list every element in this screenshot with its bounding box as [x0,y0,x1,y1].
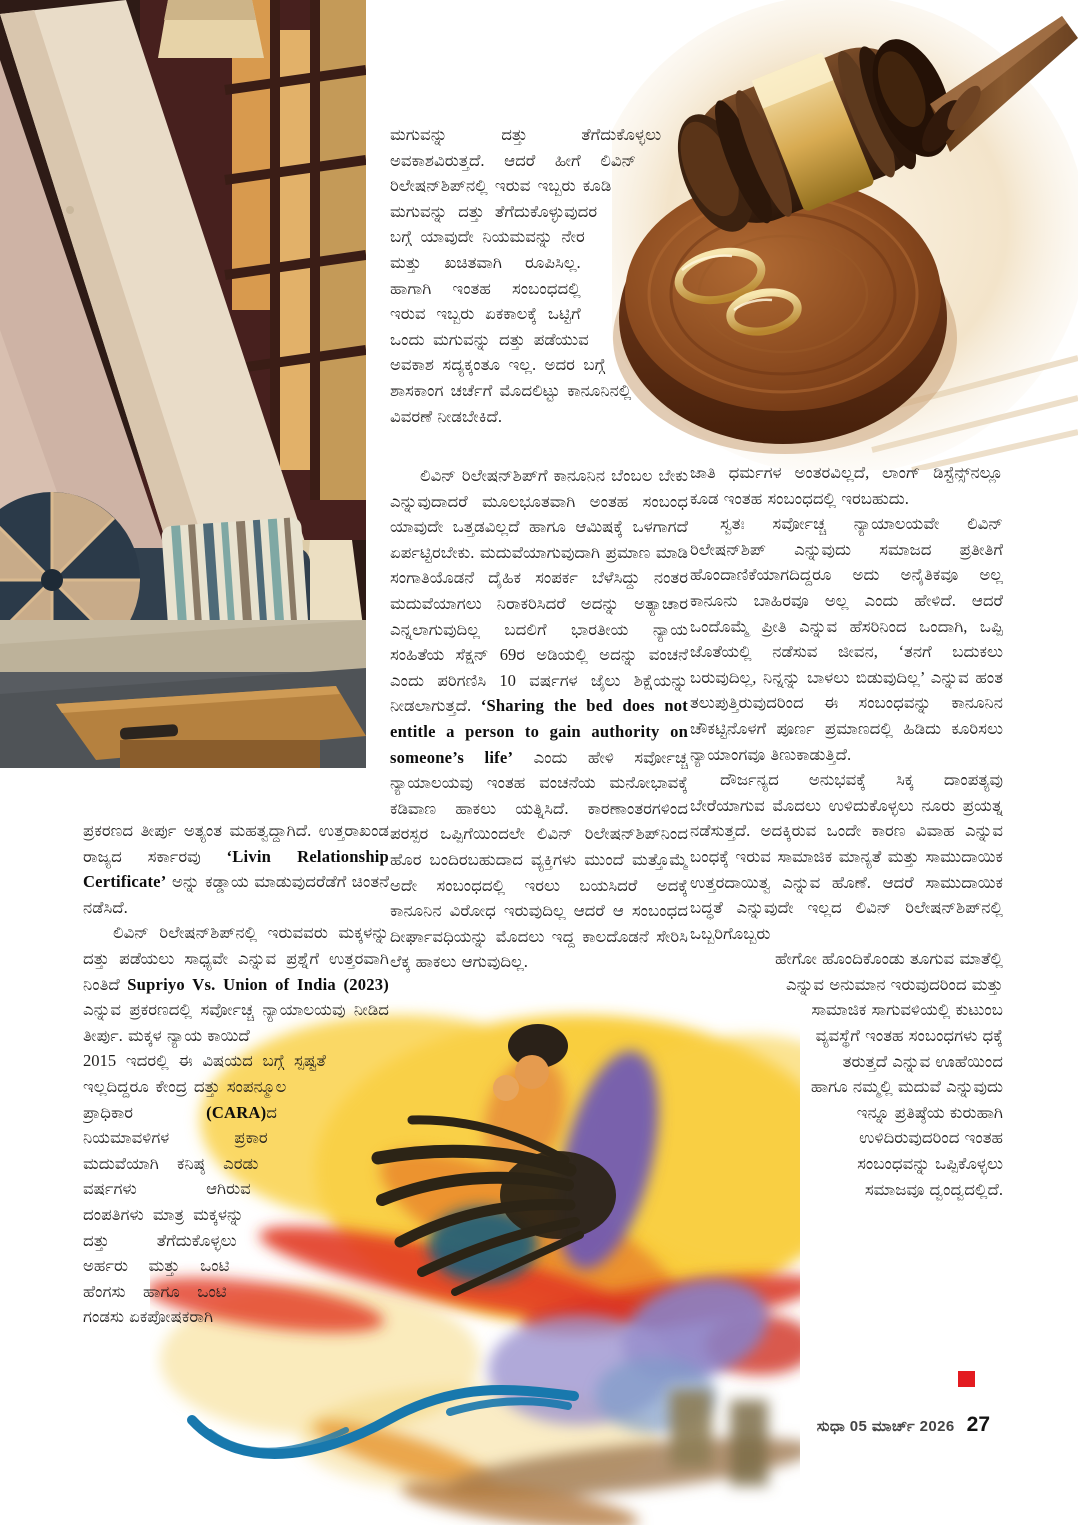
supriyo-case-english: Supriyo Vs. Union of India (2023) [127,974,389,994]
left-column [83,818,389,1414]
body-text: 2015 ಇದರಲ್ಲಿ ಈ ವಿಷಯದ ಬಗ್ಗೆ ಸ್ಪಷ್ಟತೆ ಇಲ್ಲದಿದ್ದರೂ ಕೇಂದ್ರ ದತ್ತು ಸಂಪನ್ಮೂಲ ಪ್ರಾಧಿಕಾರ [83,1051,326,1122]
paragraph [690,460,1003,511]
middle-column-top [390,122,686,467]
supreme-court-quote-english: ‘Sharing the bed does not entitle a person to gain authority on someone’s life’ [390,696,688,767]
paragraph-wrapped [690,946,1003,1202]
article-end-marker [958,1371,975,1387]
paragraph [690,767,1003,946]
livin-certificate-english: ‘Livin Relationship Certificate’ [83,846,389,892]
body-text: ದೌರ್ಜನ್ಯದ ಅನುಭವಕ್ಕೆ ಸಿಕ್ಕ ದಾಂಪತ್ಯವು ಬೇರೆಯಾಗುವ ಮೊದಲು ಉಳಿದುಕೊಳ್ಳಲು ನೂರು ಪ್ರಯತ್ನ ನಡೆಸುತ್ತದೆ. ಅದಕ್ಕಿರುವ ಒಂದೇ ಕಾರಣ ವಿವಾಹ ಎನ್ನುವ ಬಂಧಕ್ಕೆ ಇರುವ ಸಾಮಾಜಿಕ ಮಾನ್ಯತೆ ಮತ್ತು ಸಾಮುದಾಯಿಕ ಉತ್ತರದಾಯಿತ್ವ ಎನ್ನುವ ಹೊಣೆ. ಆದರೆ ಸಾಮುದಾಯಿಕ ಬದ್ಧತೆ ಎನ್ನುವುದೇ ಇಲ್ಲದ ಲಿವಿನ್ ರಿಲೇಷನ್‌ಶಿಪ್‌ನಲ್ಲಿ ಒಬ್ಬರಿಗೊಬ್ಬರು [690,770,1003,943]
body-text: ಎನ್ನುವ ಪ್ರಕರಣದಲ್ಲಿ ಸರ್ವೋಚ್ಚ ನ್ಯಾಯಾಲಯವು ನೀಡಿದ ತೀರ್ಪು. ಮಕ್ಕಳ ನ್ಯಾಯ ಕಾಯಿದೆ [83,1000,389,1045]
middle-column-bottom [390,463,688,1019]
cara-english: (CARA) [206,1102,267,1122]
paragraph-wrapped [83,1048,389,1330]
living-room-photo [0,0,366,768]
footer-page-number: 27 [966,1413,990,1436]
paragraph [83,818,389,920]
body-text: ಎಂದು ಹೇಳಿ ಸರ್ವೋಚ್ಚ ನ್ಯಾಯಾಲಯವು ಇಂತಹ ವಂಚನೆಯ ಮನೋಭಾವಕ್ಕೆ ಕಡಿವಾಣ ಹಾಕಲು ಯತ್ನಿಸಿದೆ. ಕಾರಣಾಂತರಗಳಿಂದ ಪರಸ್ಪರ ಒಪ್ಪಿಗೆಯಿಂದಲೇ ಲಿವಿನ್ ರಿಲೇಷನ್‌ಶಿಪ್‌ನಿಂದ ಹೊರ ಬಂದಿರಬಹುದಾದ ವ್ಯಕ್ತಿಗಳು ಮುಂದೆ ಮತ್ತೊಮ್ಮೆ ಅದೇ ಸಂಬಂಧದಲ್ಲಿ ಇರಲು ಬಯಸಿದರೆ ಅದಕ್ಕೆ ಕಾನೂನಿನ ವಿರೋಧ ಇರುವುದಿಲ್ಲ ಆದರೆ ಆ ಸಂಬಂಧದ ದೀರ್ಘಾವಧಿಯನ್ನು ಮೊದಲು ಇದ್ದ ಕಾಲದೊಡನೆ ಸೇರಿಸಿ ಲೆಕ್ಕ ಹಾಕಲು ಆಗುವುದಿಲ್ಲ. [390,747,688,972]
paragraph [690,511,1003,767]
body-text: ಜಾತಿ ಧರ್ಮಗಳ ಅಂತರವಿಲ್ಲದೆ, ಲಾಂಗ್ ಡಿಸ್ಟೆನ್ಸ್‌ನಲ್ಲೂ ಕೂಡ ಇಂತಹ ಸಂಬಂಧದಲ್ಲಿ ಇರಬಹುದು. [690,463,1003,508]
body-text: ಅನ್ನು ಕಡ್ಡಾಯ ಮಾಡುವುದರೆಡೆಗೆ ಚಿಂತನೆ ನಡೆಸಿದೆ. [83,872,389,917]
body-text: ಪ್ರಕರಣದ ತೀರ್ಪು ಅತ್ಯಂತ ಮಹತ್ವದ್ದಾಗಿದೆ. ಉತ್ತರಾಖಂಡ ರಾಜ್ಯದ ಸರ್ಕಾರವು [83,821,389,866]
page-footer [817,1413,990,1437]
body-text: ಸ್ವತಃ ಸರ್ವೋಚ್ಚ ನ್ಯಾಯಾಲಯವೇ ಲಿವಿನ್ ರಿಲೇಷನ್‌ಶಿಪ್ ಎನ್ನುವುದು ಸಮಾಜದ ಪ್ರತೀತಿಗೆ ಹೊಂದಾಣಿಕೆಯಾಗದಿದ್ದರೂ ಅದು ಅನೈತಿಕವೂ ಅಲ್ಲ ಕಾನೂನು ಬಾಹಿರವೂ ಅಲ್ಲ ಎಂದು ಹೇಳಿದೆ. ಆದರೆ ಒಂದೊಮ್ಮೆ ಪ್ರೀತಿ ಎನ್ನುವ ಹೆಸರಿನಿಂದ ಒಂದಾಗಿ, ಒಪ್ಪಿ ಜೊತೆಯಲ್ಲಿ ನಡೆಸುವ ಜೀವನ, ‘ತನಗೆ ಬದುಕಲು ಬರುವುದಿಲ್ಲ, ನಿನ್ನನ್ನು ಬಾಳಲು ಬಿಡುವುದಿಲ್ಲ’ ಎನ್ನುವ ಹಂತ ತಲುಪುತ್ತಿರುವುದರಿಂದ ಈ ಸಂಬಂಧವನ್ನು ಕಾನೂನಿನ ಚೌಕಟ್ಟಿನೊಳಗೆ ಪೂರ್ಣ ಪ್ರಮಾಣದಲ್ಲಿ ಹಿಡಿದು ಕೂರಿಸಲು ನ್ಯಾಯಾಂಗವೂ ತಿಣುಕಾಡುತ್ತಿದೆ. [690,514,1003,764]
body-text: ಮಗುವನ್ನು ದತ್ತು ತೆಗೆದುಕೊಳ್ಳಲು ಅವಕಾಶವಿರುತ್ತದೆ. ಆದರೆ ಹೀಗೆ ಲಿವಿನ್ ರಿಲೇಷನ್‌ಶಿಪ್‌ನಲ್ಲಿ ಇರುವ ಇಬ್ಬರು ಕೂಡಿ ಮಗುವನ್ನು ದತ್ತು ತೆಗೆದುಕೊಳ್ಳುವುದರ ಬಗ್ಗೆ ಯಾವುದೇ ನಿಯಮವನ್ನು ನೇರ ಮತ್ತು ಖಚಿತವಾಗಿ ರೂಪಿಸಿಲ್ಲ. ಹಾಗಾಗಿ ಇಂತಹ ಸಂಬಂಧದಲ್ಲಿ ಇರುವ ಇಬ್ಬರು ಏಕಕಾಲಕ್ಕೆ ಒಟ್ಟಿಗೆ ಒಂದು ಮಗುವನ್ನು ದತ್ತು ಪಡೆಯುವ ಅವಕಾಶ ಸದ್ಯಕ್ಕಂತೂ ಇಲ್ಲ. ಅದರ ಬಗ್ಗೆ ಶಾಸಕಾಂಗ ಚರ್ಚೆಗೆ ಮೊದಲಿಟ್ಟು ಕಾನೂನಿನಲ್ಲಿ ವಿವರಣೆ ನೀಡಬೇಕಿದೆ. [390,125,662,426]
living-room-photo-art [0,0,366,768]
body-text: ಲಿವಿನ್ ರಿಲೇಷನ್‌ಶಿಪ್‌ಗೆ ಕಾನೂನಿನ ಬೆಂಬಲ ಬೇಕು ಎನ್ನುವುದಾದರೆ ಮೂಲಭೂತವಾಗಿ ಅಂತಹ ಸಂಬಂಧ ಯಾವುದೇ ಒತ್ತಡವಿಲ್ಲದೆ ಹಾಗೂ ಆಮಿಷಕ್ಕೆ ಒಳಗಾಗದೆ ಏರ್ಪಟ್ಟಿರಬೇಕು. ಮದುವೆಯಾಗುವುದಾಗಿ ಪ್ರಮಾಣ ಮಾಡಿ ಸಂಗಾತಿಯೊಡನೆ ದೈಹಿಕ ಸಂಪರ್ಕ ಬೆಳೆಸಿದ್ದು ನಂತರ ಮದುವೆಯಾಗಲು ನಿರಾಕರಿಸಿದರೆ ಅದನ್ನು ಅತ್ಯಾಚಾರ ಎನ್ನಲಾಗುವುದಿಲ್ಲ ಬದಲಿಗೆ ಭಾರತೀಯ ನ್ಯಾಯ ಸಂಹಿತೆಯ ಸೆಕ್ಷನ್ 69ರ ಅಡಿಯಲ್ಲಿ ಅದನ್ನು ವಂಚನೆ ಎಂದು ಪರಿಗಣಿಸಿ 10 ವರ್ಷಗಳ ಜೈಲು ಶಿಕ್ಷೆಯನ್ನು ನೀಡಲಾಗುತ್ತದೆ. [390,466,688,716]
footer-magazine-date: ಸುಧಾ 05 ಮಾರ್ಚ್ 2026 [816,1418,955,1435]
paragraph [390,463,688,975]
body-text: ಹೇಗೋ ಹೊಂದಿಕೊಂಡು ತೂಗುವ ಮಾತೆಲ್ಲಿ ಎನ್ನುವ ಅನುಮಾನ ಇರುವುದರಿಂದ ಮತ್ತು ಸಾಮಾಜಿಕ ಸಾಗುವಳಿಯಲ್ಲಿ ಕುಟುಂಬ ವ್ಯವಸ್ಥೆಗೆ ಇಂತಹ ಸಂಬಂಧಗಳು ಧಕ್ಕೆ ತರುತ್ತದೆ ಎನ್ನುವ ಊಹೆಯಿಂದ ಹಾಗೂ ನಮ್ಮಲ್ಲಿ ಮದುವೆ ಎನ್ನುವುದು ಇನ್ನೂ ಪ್ರತಿಷ್ಠೆಯ ಕುರುಹಾಗಿ ಉಳಿದಿರುವುದರಿಂದ ಇಂತಹ ಸಂಬಂಧವನ್ನು ಒಪ್ಪಿಕೊಳ್ಳಲು ಸಮಾಜವೂ ದ್ವಂದ್ವದಲ್ಲಿದೆ. [774,949,1003,1199]
body-text: ಲಿವಿನ್ ರಿಲೇಷನ್‌ಶಿಪ್‌ನಲ್ಲಿ ಇರುವವರು ಮಕ್ಕಳನ್ನು ದತ್ತು ಪಡೆಯಲು ಸಾಧ್ಯವೇ ಎನ್ನುವ ಪ್ರಶ್ನೆಗೆ ಉತ್ತರವಾಗಿ ನಿಂತಿದೆ [83,923,389,994]
right-column [690,460,1003,1408]
paragraph [83,920,389,1048]
body-text: ದ ನಿಯಮಾವಳಿಗಳ ಪ್ರಕಾರ ಮದುವೆಯಾಗಿ ಕನಿಷ್ಠ ಎರಡು ವರ್ಷಗಳು ಆಗಿರುವ ದಂಪತಿಗಳು ಮಾತ್ರ ಮಕ್ಕಳನ್ನು ದತ್ತು ತೆಗೆದುಕೊಳ್ಳಲು ಅರ್ಹರು ಮತ್ತು ಒಂಟಿ ಹೆಂಗಸು ಹಾಗೂ ಒಂಟಿ ಗಂಡಸು ಏಕಪೋಷಕರಾಗಿ [83,1102,278,1327]
